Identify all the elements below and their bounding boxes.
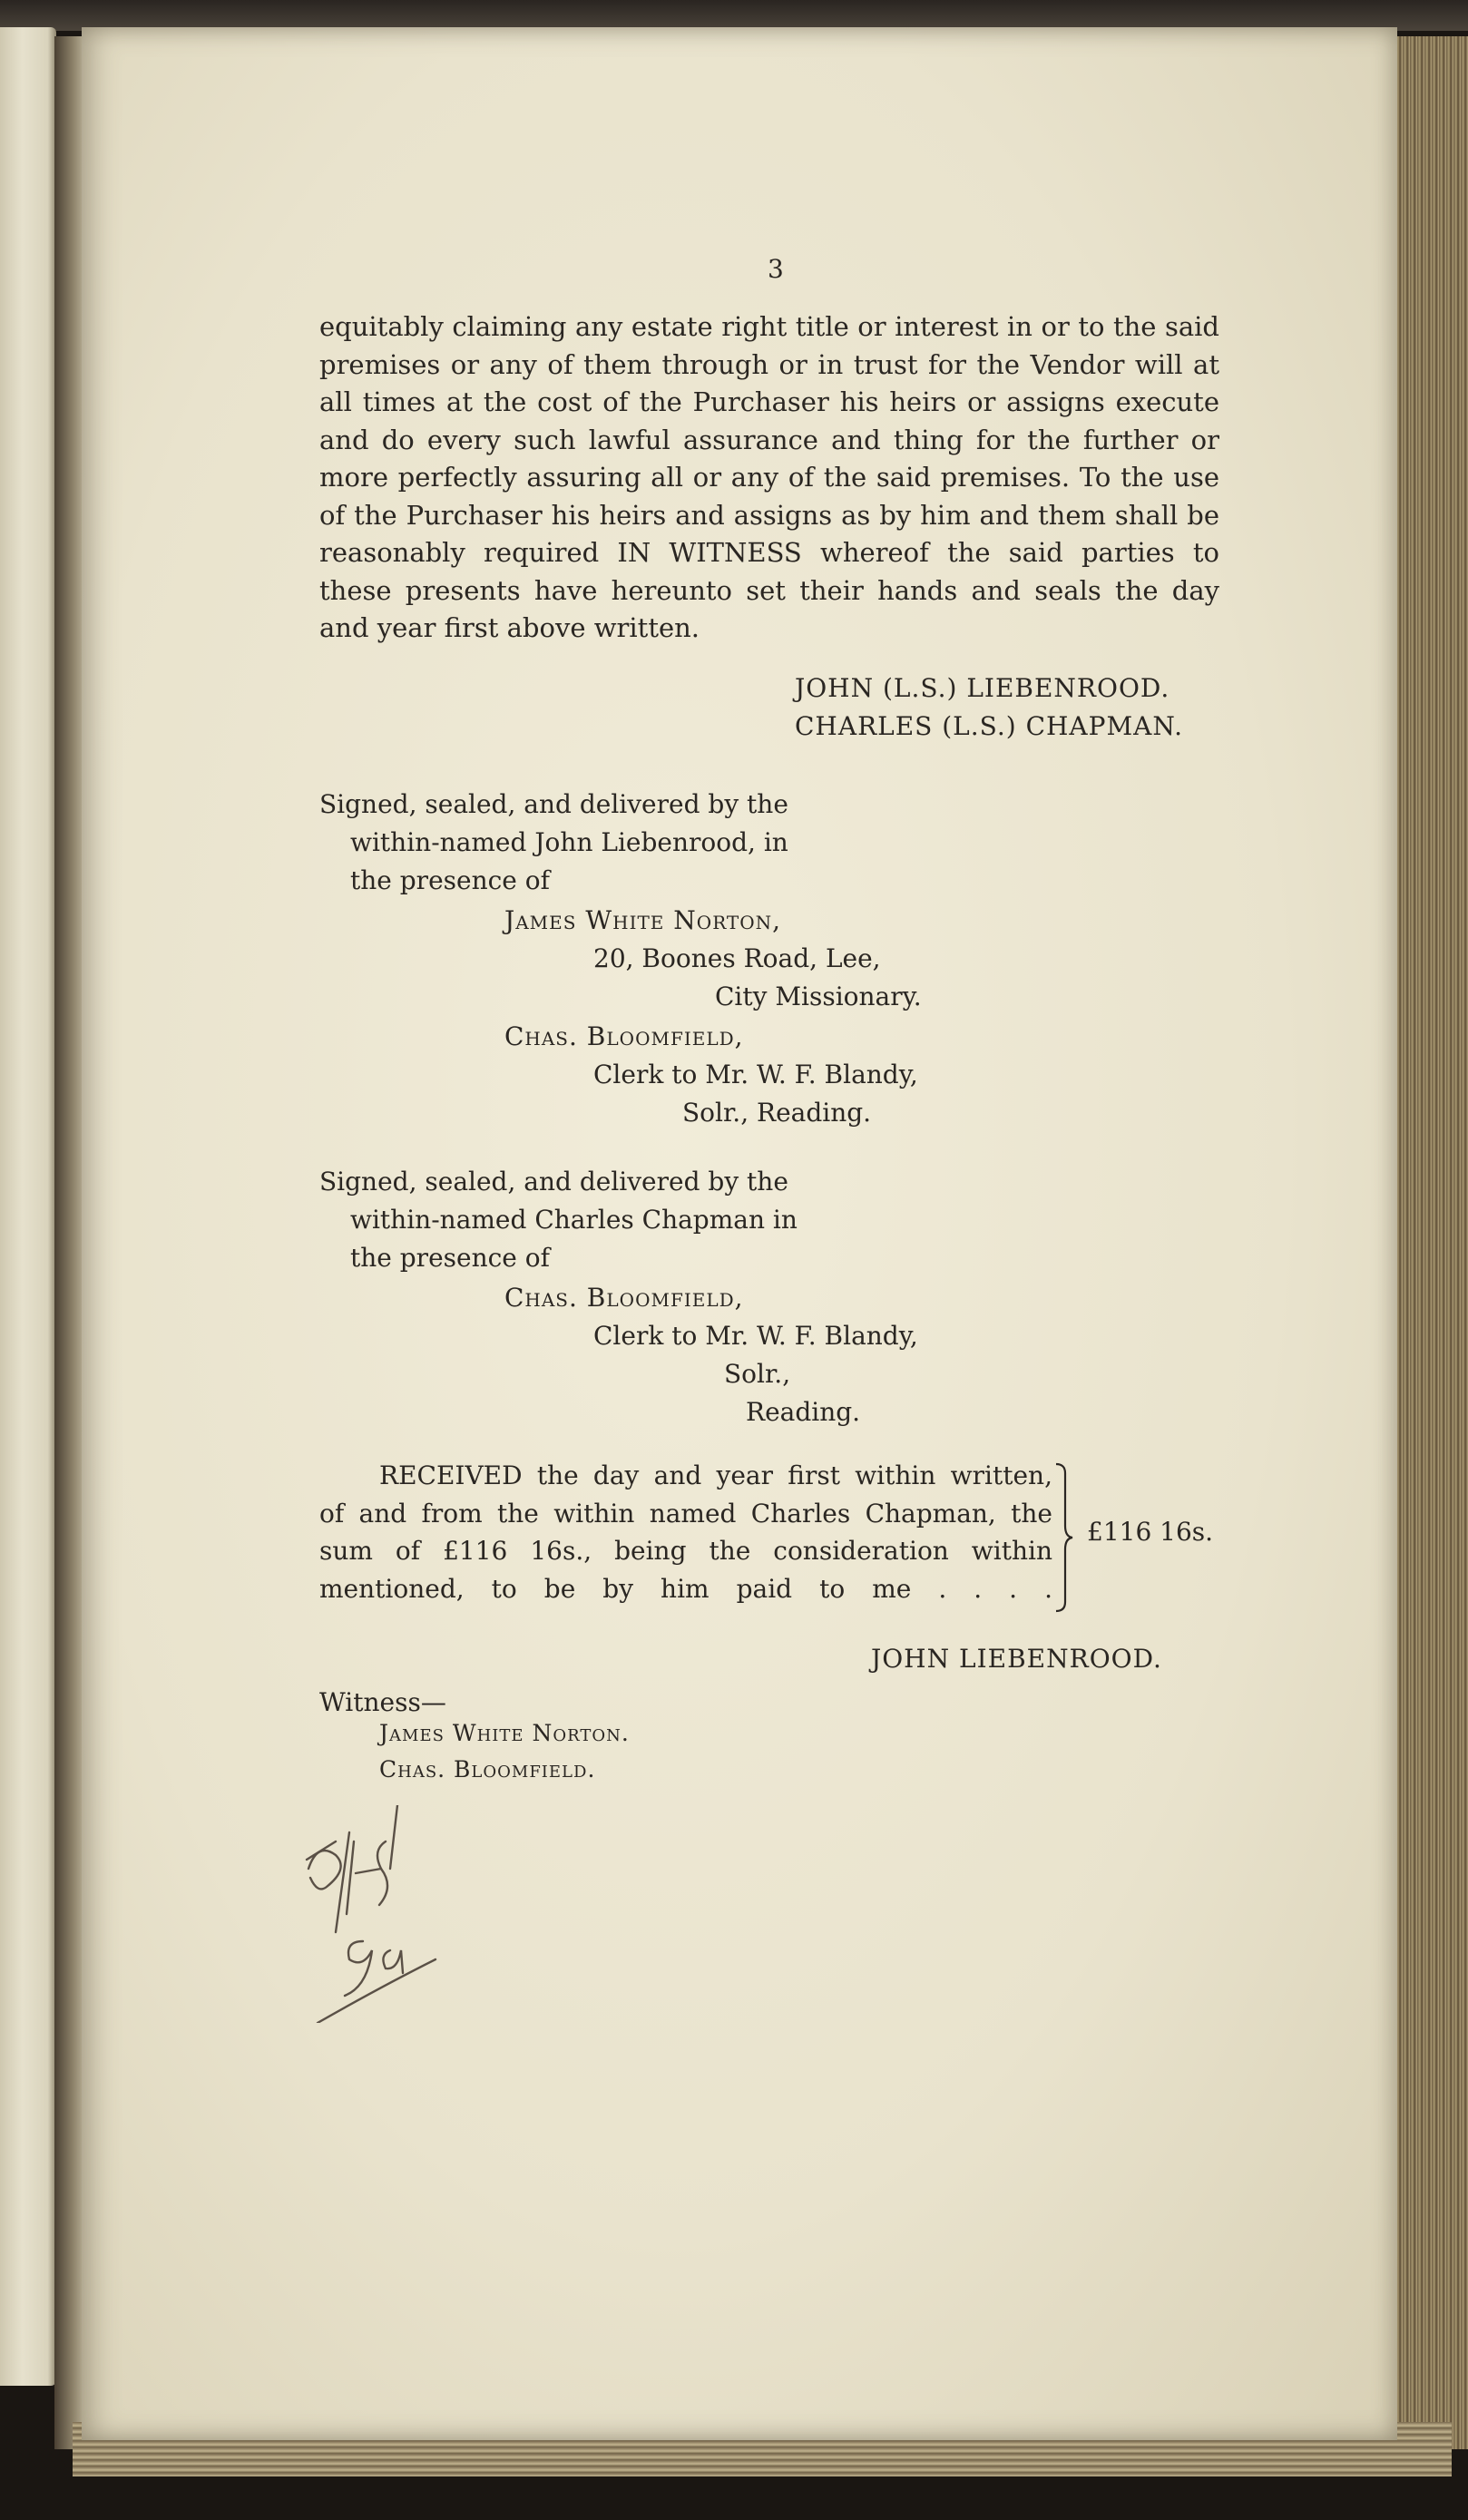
witness-name-bloomfield: Chas. Bloomfield.	[379, 1756, 596, 1783]
attestation1-line2: within-named John Liebenrood, in	[350, 827, 788, 857]
attestation1-witness1-address: 20, Boones Road, Lee,	[593, 943, 881, 973]
receipt-line1: RECEIVED the day and year first within written,	[379, 1460, 1052, 1490]
handwritten-pencil-note	[299, 1805, 454, 2023]
attestation2-witness-name: Chas. Bloomfield,	[504, 1283, 744, 1313]
receipt-line3: sum of £116 16s., being the consideration within	[319, 1536, 1052, 1566]
attestation2-witness-solr: Solr.,	[724, 1359, 791, 1389]
page-number: 3	[768, 254, 784, 284]
attestation1-line1: Signed, sealed, and delivered by the	[319, 789, 788, 819]
attestation1-witness1-name: James White Norton,	[504, 905, 782, 935]
curly-brace-icon	[1052, 1460, 1074, 1615]
attestation1-witness2-place: Solr., Reading.	[682, 1098, 872, 1128]
witness-label: Witness—	[319, 1687, 446, 1717]
attestation2-line1: Signed, sealed, and delivered by the	[319, 1167, 788, 1197]
deed-body-text: equitably claiming any estate right title or interest in or to the said premises or any of them through or in trust for the Vendor will at all times at the cost of the Purchaser his heirs or assigns execute and do every such lawful assurance and thing for the further or more perfectly assuring all or any of the said premises. To the use of the Purchaser his heirs and assigns as by him and them shall be reasonably required IN WITNESS whereof the said parties to these presents have hereunto set their hands and seals the day and year first above written.	[319, 311, 1219, 643]
attestation2-witness-title: Clerk to Mr. W. F. Blandy,	[593, 1321, 918, 1351]
attestation1-witness1-occupation: City Missionary.	[715, 982, 922, 1011]
attestation2-line3: the presence of	[350, 1243, 550, 1273]
receipt-line2: of and from the within named Charles Chapman, the	[319, 1498, 1052, 1529]
receipt-clause	[319, 1457, 1052, 1607]
attestation1-witness2-title: Clerk to Mr. W. F. Blandy,	[593, 1060, 918, 1089]
left-page-edge	[0, 27, 56, 2386]
signature-john-liebenrood: JOHN (L.S.) LIEBENROOD.	[795, 673, 1170, 703]
receipt-line4: mentioned, to be by him paid to me . . . .	[319, 1573, 1052, 1604]
receipt-amount: £116 16s.	[1087, 1517, 1214, 1547]
attestation2-line2: within-named Charles Chapman in	[350, 1205, 798, 1235]
attestation1-line3: the presence of	[350, 865, 550, 895]
attestation2-witness-place: Reading.	[746, 1397, 861, 1427]
receipt-signer: JOHN LIEBENROOD.	[871, 1644, 1162, 1674]
scan-top-strip	[0, 0, 1468, 31]
signature-charles-chapman: CHARLES (L.S.) CHAPMAN.	[795, 711, 1183, 741]
witness-name-norton: James White Norton.	[379, 1720, 630, 1746]
attestation1-witness2-name: Chas. Bloomfield,	[504, 1021, 744, 1051]
